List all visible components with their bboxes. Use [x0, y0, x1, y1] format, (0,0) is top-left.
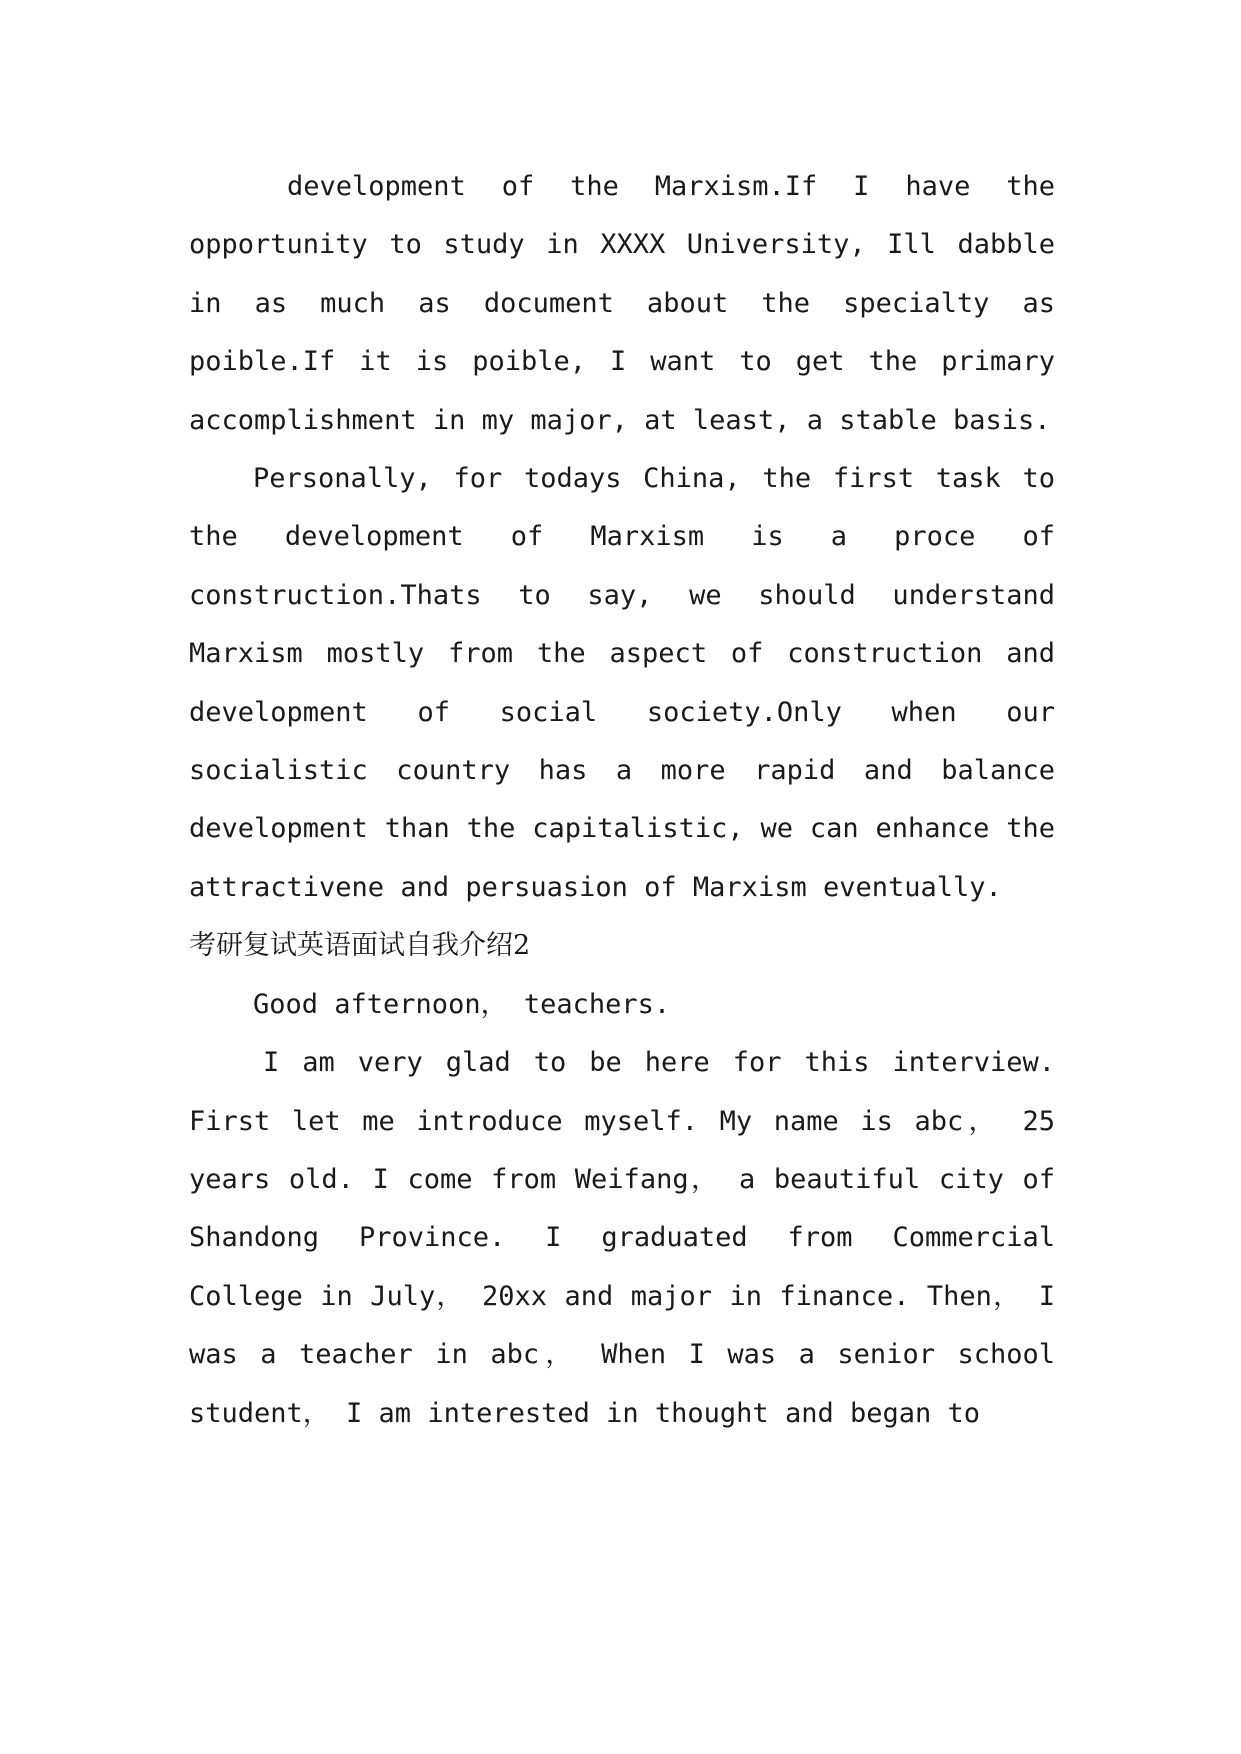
paragraph-greeting: Good afternoon， teachers.	[253, 988, 671, 1020]
paragraph-marxism-study: development of the Marxism.If I have the opportunity to study in XXXX University, Ill dabble in as much as document about the specialty as poible.If it is poible, I want to get the primary accomplishment in my major, at least, a stable basis.	[189, 171, 1055, 436]
paragraph-marxism-construction: Personally, for todays China, the first task to the development of Marxism is a proce of construction.Thats to say, we should understand Marxism mostly from the aspect of construction and development of social society.Only when our socialistic country has a more rapid and balance development than the capitalistic, we can enhance the attractivene and persuasion of Marxism eventually.	[189, 463, 1055, 903]
paragraph-self-introduction: I am very glad to be here for this interview. First let me introduce myself. My name is abc， 25 years old. I come from Weifang， a beautiful city of Shandong Province. I graduated from Commercial College in July， 20xx and major in finance. Then， I was a teacher in abc， When I was a senior school student， I am interested in thought and began to	[189, 1047, 1055, 1429]
document-body	[189, 158, 1055, 1443]
section-heading: 考研复试英语面试自我介绍2	[189, 930, 531, 962]
